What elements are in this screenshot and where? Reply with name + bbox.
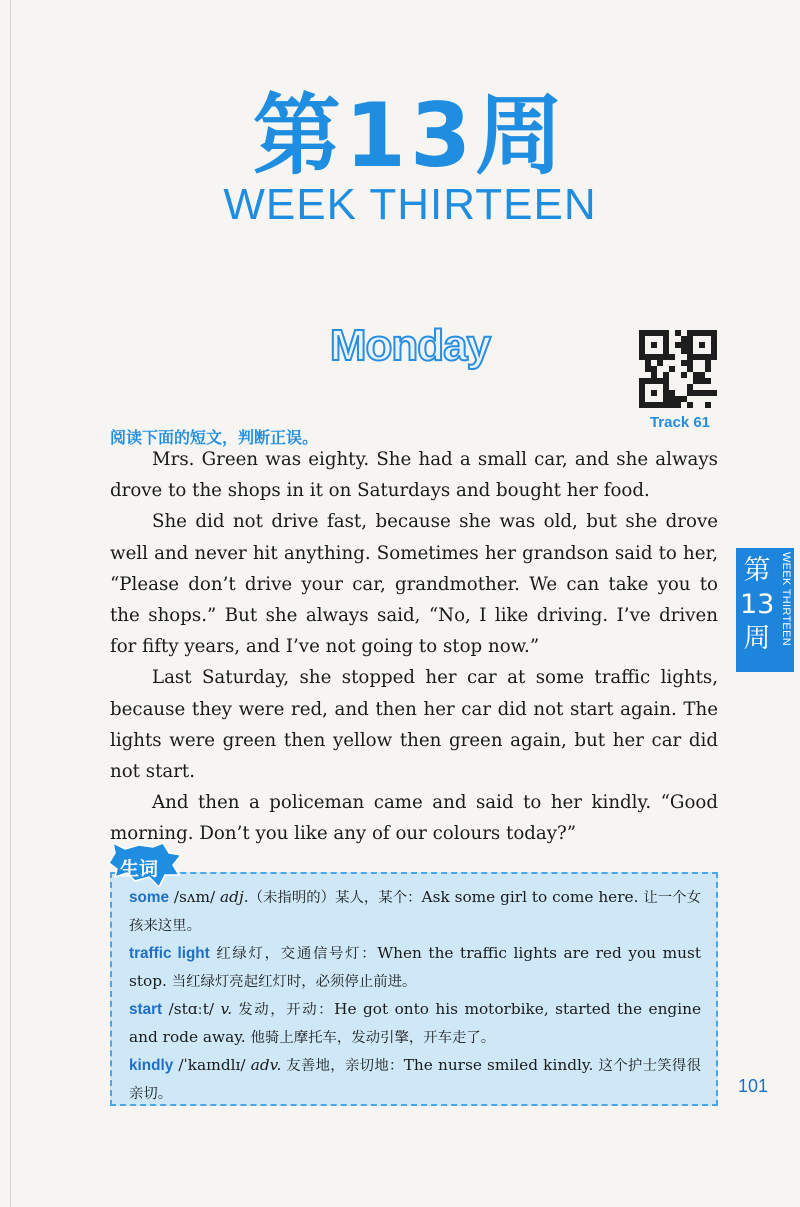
audio-track-label: Track 61 xyxy=(649,414,711,431)
qr-code-icon[interactable] xyxy=(639,330,717,408)
vocabulary-entry xyxy=(129,940,701,996)
vocabulary-entry xyxy=(129,996,701,1052)
vocabulary-badge-label: 生词 xyxy=(120,858,159,880)
day-title: Monday xyxy=(329,321,491,370)
side-tab-english: WEEK THIRTEEN xyxy=(780,552,792,646)
vocab-definition: 友善地，亲切地： xyxy=(281,1058,404,1074)
week-title-chinese: 第13周 xyxy=(252,84,568,187)
vocabulary-list xyxy=(129,884,701,1108)
vocab-definition: （未指明的）某人，某个： xyxy=(248,890,422,906)
vocab-example: The nurse smiled kindly. xyxy=(403,1056,599,1074)
vocab-example: Ask some girl to come here. xyxy=(421,888,644,906)
vocabulary-entry xyxy=(129,1052,701,1108)
passage-paragraph: She did not drive fast, because she was old, but she drove well and never hit anything. Sometimes her grandson said to her, “Please don’t drive your car, grandmother. We can take you to the shops.” But she always said, “No, I like driving. I’ve driven for fifty years, and I’ve not going to stop now.” xyxy=(110,511,718,658)
side-tab-chinese: 第13周 xyxy=(740,555,775,654)
vocab-phonetic: /ˈkaɪndlɪ/ xyxy=(173,1056,251,1074)
week-side-tab xyxy=(736,548,794,672)
vocab-example: When the traffic lights are red you must stop. xyxy=(129,944,701,990)
week-title-english: WEEK THIRTEEN xyxy=(223,180,597,229)
vocab-word: some xyxy=(129,889,169,906)
vocab-translation: 当红绿灯亮起红灯时，必须停止前进。 xyxy=(171,974,417,990)
vocab-part-of-speech: adv. xyxy=(250,1056,282,1074)
vocab-word: start xyxy=(129,1001,163,1018)
vocab-word: kindly xyxy=(129,1057,174,1074)
passage-paragraph: Mrs. Green was eighty. She had a small car, and she always drove to the shops in it on Saturdays and bought her food. xyxy=(110,449,718,502)
vocab-translation: 他骑上摩托车，发动引擎，开车走了。 xyxy=(250,1030,496,1046)
vocab-definition: 发动，开动： xyxy=(232,1002,335,1018)
vocab-example: He got onto his motorbike, started the engine and rode away. xyxy=(129,1000,702,1046)
vocab-part-of-speech: v. xyxy=(220,1000,233,1018)
vocab-definition: 红绿灯，交通信号灯： xyxy=(216,946,378,962)
reading-passage xyxy=(110,444,718,850)
passage-paragraph: Last Saturday, she stopped her car at some traffic lights, because they were red, and then her car did not start again. The lights were green then yellow then green again, but her car did not start. xyxy=(110,667,718,783)
vocab-phonetic: /sʌm/ xyxy=(168,888,221,906)
page-number: 101 xyxy=(738,1076,769,1096)
vocab-part-of-speech: adj. xyxy=(220,888,249,906)
vocab-translation: 这个护士笑得很亲切。 xyxy=(129,1058,702,1102)
vocabulary-entry xyxy=(129,884,701,940)
exercise-instruction: 阅读下面的短文，判断正误。 xyxy=(110,428,319,447)
vocab-word: traffic light xyxy=(129,945,210,962)
page-gutter-line xyxy=(10,0,11,1207)
vocab-translation: 让一个女孩来这里。 xyxy=(129,890,701,934)
vocab-phonetic: /stɑːt/ xyxy=(162,1000,221,1018)
passage-paragraph: And then a policeman came and said to her kindly. “Good morning. Don’t you like any of our colours today?” xyxy=(110,792,718,845)
